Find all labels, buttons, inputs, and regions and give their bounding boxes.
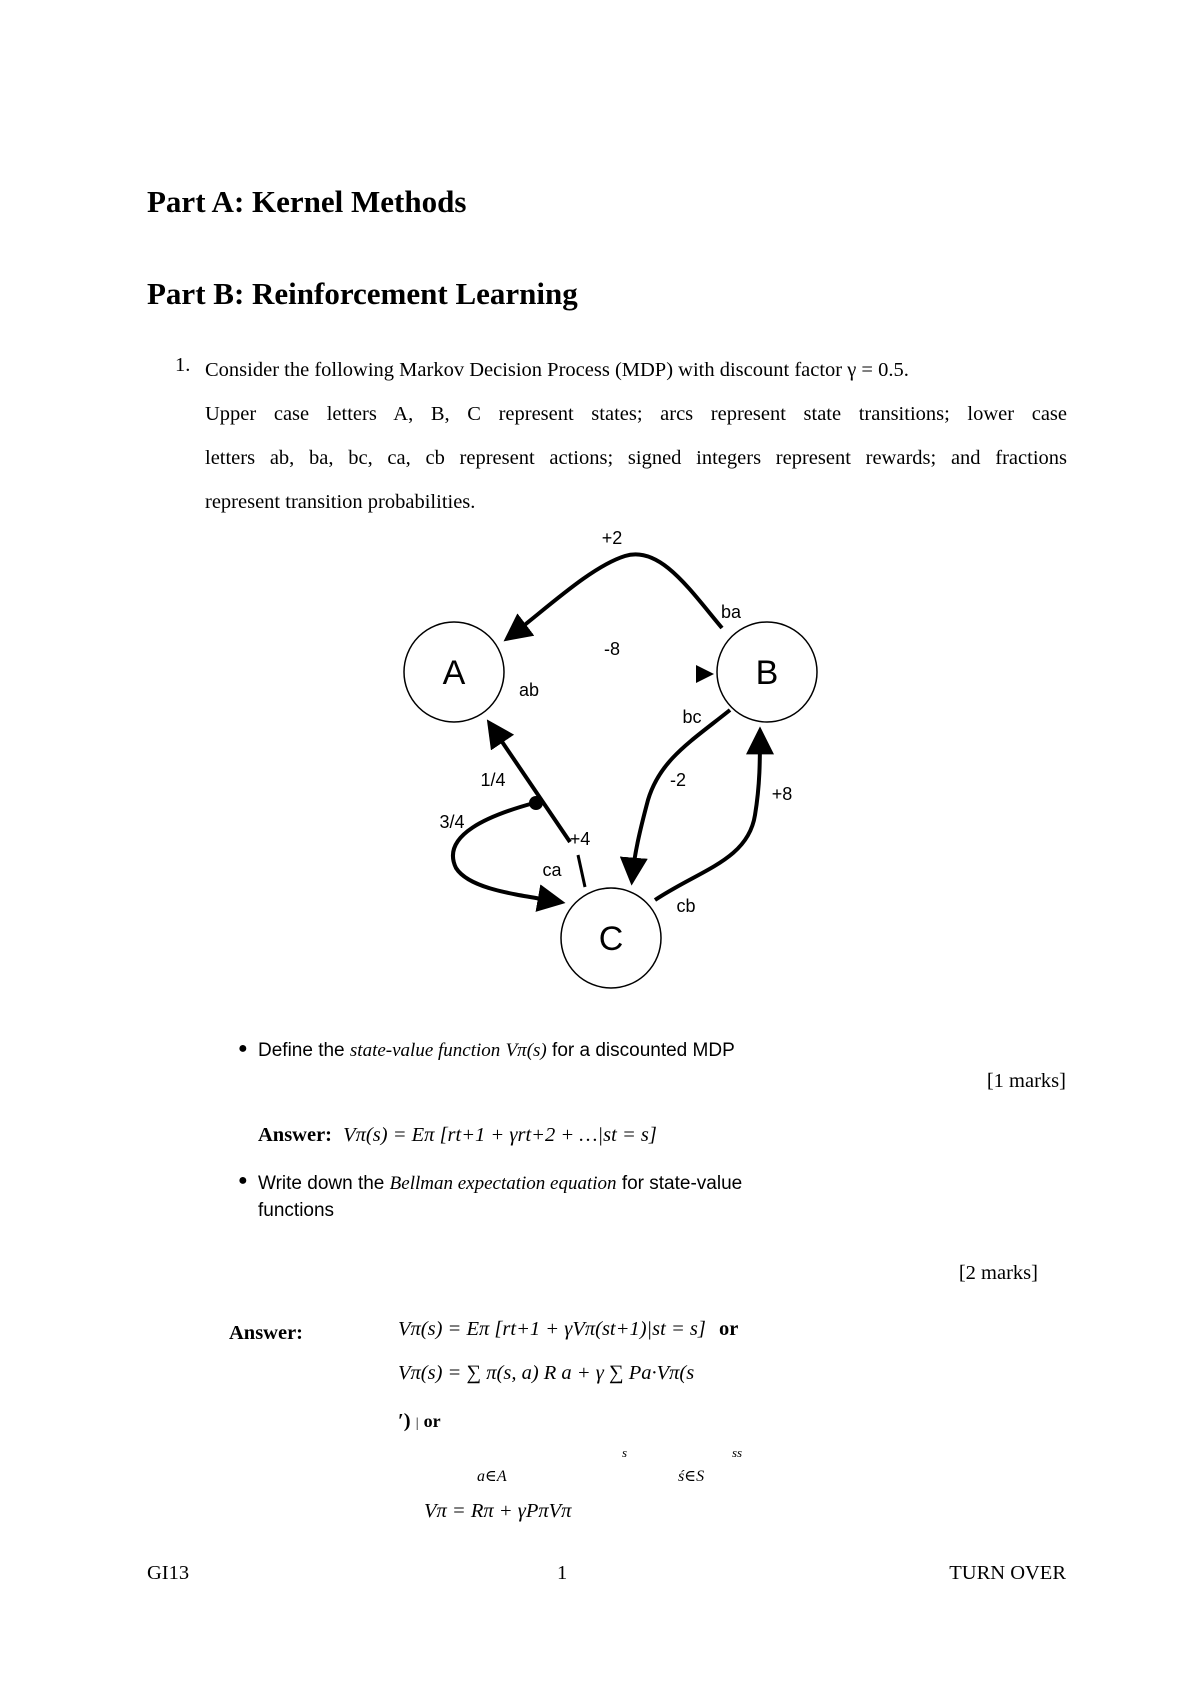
answer-label: Answer: xyxy=(258,1124,333,1146)
arc-bc xyxy=(632,710,730,880)
bullet-1-italic: state-value function xyxy=(349,1040,501,1061)
bullet-2-marks: [2 marks] xyxy=(958,1262,1038,1284)
bullet-2-answer-label: Answer: xyxy=(229,1322,304,1344)
bullet-2-italic: Bellman expectation equation xyxy=(389,1173,617,1194)
heading-part-a: Part A: Kernel Methods xyxy=(147,184,467,219)
footer-right: TURN OVER xyxy=(949,1562,1066,1584)
bullet-2-text xyxy=(258,1170,742,1224)
action-bc: bc xyxy=(682,707,702,727)
bullet-1-text xyxy=(258,1040,735,1062)
bullet-1-marks: [1 marks] xyxy=(986,1070,1066,1092)
reward-cb: +8 xyxy=(771,784,793,804)
bullet-2-pre: Write down the xyxy=(258,1173,390,1194)
equation-2-cont: ′) xyxy=(398,1410,411,1432)
action-ca: ca xyxy=(542,860,562,880)
question-line: letters ab, ba, bc, ca, cb represent actions; signed integers represent rewards; and fractions xyxy=(205,447,1067,469)
bullet-dot: ● xyxy=(238,1172,248,1189)
heading-part-b: Part B: Reinforcement Learning xyxy=(147,276,578,311)
arc-ab-arrow xyxy=(696,665,714,683)
equation-2-sub-ss: ss xyxy=(732,1445,743,1460)
action-ba: ba xyxy=(720,602,742,622)
bullet-dot: ● xyxy=(238,1040,248,1057)
arc-ba xyxy=(508,554,722,638)
equation-2-continuation xyxy=(398,1410,441,1433)
footer-center: 1 xyxy=(557,1562,568,1584)
bullet-1-pre: Define the xyxy=(258,1040,350,1061)
action-cb: cb xyxy=(676,896,696,916)
answer-formula: Vπ(s) = Eπ [rt+1 + γrt+2 + …|st = s] xyxy=(343,1124,657,1146)
equation-2-sub-a: a∈A xyxy=(477,1468,507,1485)
question-line: Upper case letters A, B, C represent states; arcs represent state transitions; lower case xyxy=(205,403,1067,425)
reward-bc: -2 xyxy=(669,770,687,790)
state-c-label: C xyxy=(598,920,624,958)
question-line: represent transition probabilities. xyxy=(205,491,476,513)
question-number: 1. xyxy=(175,354,191,376)
equation-2-sub-s: s xyxy=(622,1445,628,1460)
bullet-1-post: for a discounted MDP xyxy=(546,1040,735,1061)
equation-2-sub-sp: ś∈S xyxy=(678,1468,705,1485)
bullet-2-post: for state-value xyxy=(616,1173,743,1194)
footer-left: GI13 xyxy=(147,1562,190,1584)
bullet-1-answer xyxy=(258,1124,657,1147)
prob-ca-a: 1/4 xyxy=(480,770,506,790)
equation-2 xyxy=(398,1362,694,1385)
equation-3-formula: Vπ = Rπ + γPπVπ xyxy=(424,1500,572,1522)
bullet-2-line2: functions xyxy=(258,1200,335,1221)
equation-2-or: or xyxy=(423,1411,441,1431)
arc-ca-to-c xyxy=(453,803,560,902)
equation-3 xyxy=(424,1500,571,1523)
equation-2-formula: Vπ(s) = ∑ π(s, a) R a + γ ∑ Pa·Vπ(s xyxy=(398,1362,695,1384)
state-a-label: A xyxy=(442,654,466,692)
action-ab: ab xyxy=(518,680,540,700)
reward-ba: +2 xyxy=(601,528,623,548)
equation-1 xyxy=(398,1318,738,1341)
equation-1-or: or xyxy=(719,1318,739,1340)
equation-1-formula: Vπ(s) = Eπ [rt+1 + γVπ(st+1)|st = s] xyxy=(398,1318,706,1340)
equation-2-bar: | xyxy=(415,1416,419,1431)
bullet-1-symbol: Vπ(s) xyxy=(505,1040,547,1061)
arc-ca-stem xyxy=(578,855,585,887)
reward-ab: -8 xyxy=(603,639,621,659)
question-line: Consider the following Markov Decision Process (MDP) with discount factor γ = 0.5. xyxy=(205,359,909,381)
reward-ca: +4 xyxy=(569,829,591,849)
state-b-label: B xyxy=(755,654,779,692)
prob-ca-c: 3/4 xyxy=(439,812,465,832)
chance-node xyxy=(529,796,543,810)
